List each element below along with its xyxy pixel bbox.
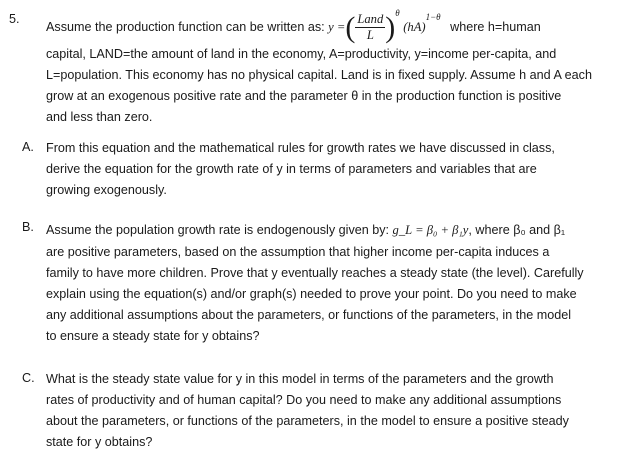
text-line: derive the equation for the growth rate of y in terms of parameters and variables that are <box>46 162 537 176</box>
after-equation-text: where h=human <box>450 20 541 35</box>
text-line: explain using the equation(s) and/or graph(s) needed to prove your point. Do you need to make <box>46 287 577 301</box>
text-line: growing exogenously. <box>46 183 167 197</box>
after-equation-text: , where β₀ and β₁ <box>468 223 566 237</box>
question-body <box>46 8 631 128</box>
text-line: state for y obtains? <box>46 435 153 449</box>
text-line: family to have more children. Prove that y eventually reaches a steady state (the level). Carefully <box>46 266 584 280</box>
fraction-denominator: L <box>366 28 374 43</box>
fraction-numerator: Land <box>357 12 384 27</box>
question-body <box>46 218 631 347</box>
text-line: capital, LAND=the amount of land in the economy, A=productivity, y=income per-capita, and <box>46 47 557 61</box>
eq-lhs: y = <box>328 20 346 35</box>
question-label: B. <box>22 220 34 234</box>
text-line: What is the steady state value for y in this model in terms of the parameters and the growth <box>46 372 554 386</box>
exponent-theta: θ <box>395 8 400 18</box>
text-line: to ensure a steady state for y obtains? <box>46 329 260 343</box>
eq-hA: (hA) <box>403 20 426 35</box>
paren-right: ) <box>385 10 396 44</box>
text-line: about the parameters, or functions of the parameters, in the model to ensure a positive steady <box>46 414 569 428</box>
question-label: A. <box>22 140 34 154</box>
text-line: and less than zero. <box>46 110 153 124</box>
text-line: rates of productivity and of human capital? Do you need to make any additional assumptions <box>46 393 562 407</box>
question-body <box>46 138 631 201</box>
equation-line <box>46 218 631 242</box>
question-body <box>46 369 631 453</box>
intro-text: Assume the population growth rate is endogenously given by: <box>46 223 390 237</box>
intro-text: Assume the production function can be written as: <box>46 20 325 35</box>
text-line: are positive parameters, based on the assumption that higher income per-capita induces a <box>46 245 550 259</box>
question-number: 5. <box>9 12 20 26</box>
text-line: From this equation and the mathematical rules for growth rates we have discussed in class, <box>46 141 555 155</box>
text-line: any additional assumptions about the parameters, or functions of the parameters, in the model <box>46 308 572 322</box>
paren-left: ( <box>345 10 356 44</box>
exponent-one-minus-theta: 1−θ <box>425 12 441 22</box>
question-label: C. <box>22 371 35 385</box>
equation-line <box>46 8 631 44</box>
text-line: grow at an exogenous positive rate and the parameter θ in the production function is positive <box>46 89 562 103</box>
fraction <box>355 12 385 43</box>
growth-equation: g_L = β₀ + β₁y <box>392 223 469 237</box>
text-line: L=population. This economy has no physical capital. Land is in fixed supply. Assume h and A each <box>46 68 592 82</box>
